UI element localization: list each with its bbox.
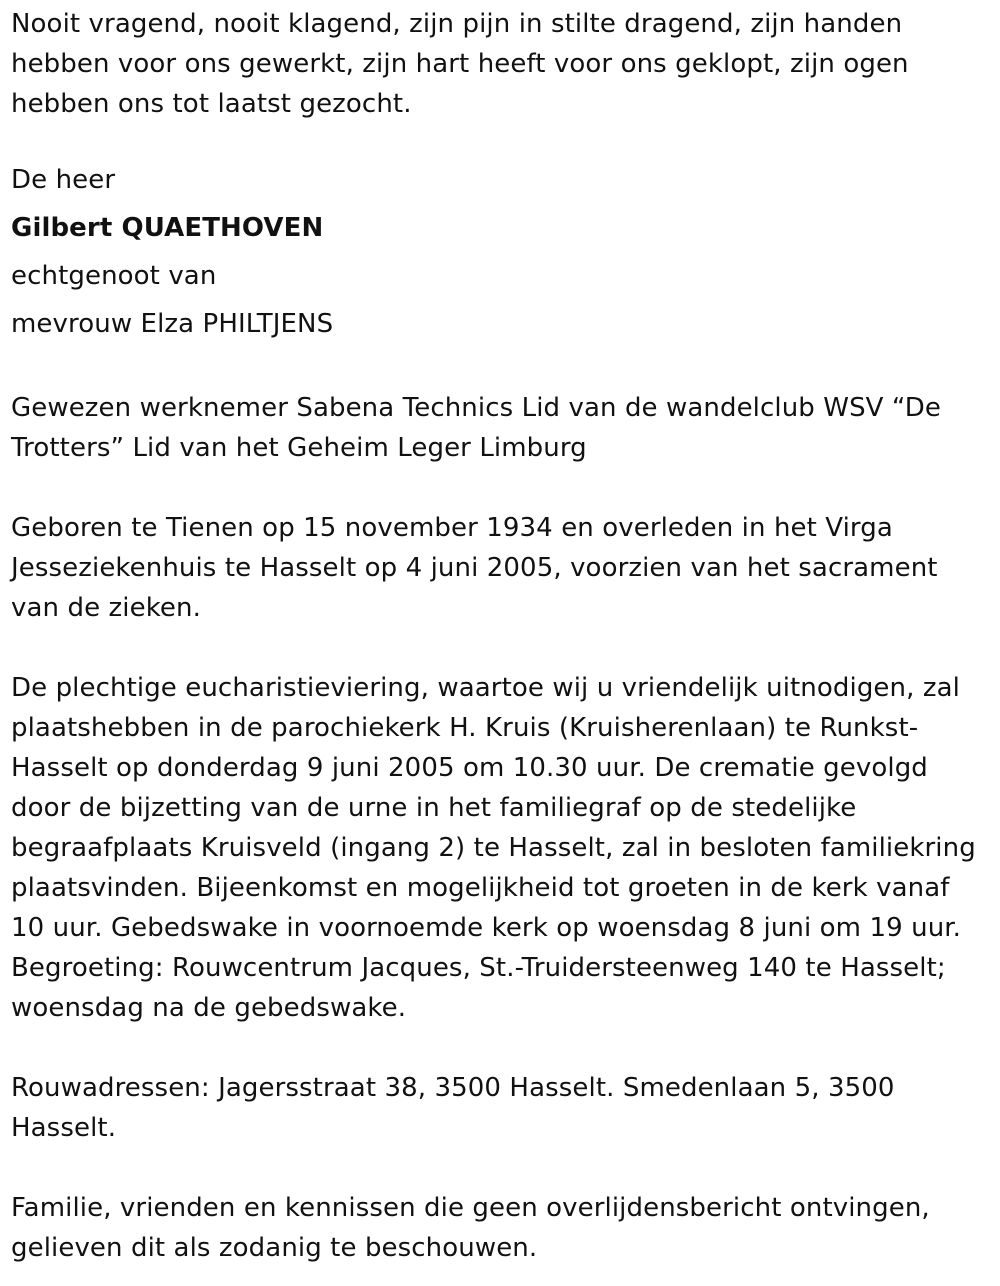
memberships-paragraph: Gewezen werknemer Sabena Technics Lid van de wandelclub WSV “De Trotters” Lid van het Geheim Leger Limburg	[11, 393, 941, 463]
ceremony-paragraph: De plechtige eucharistieviering, waartoe wij u vriendelijk uitnodigen, zal plaatshebben in de parochiekerk H. Kruis (Kruisherenlaan) te Runkst-Hasselt op donderdag 9 juni 2005 om 10.30 uur. De crematie gevolgd door de bijzetting van de urne in het familiegraf op de stedelijke begraafplaats Kruisveld (ingang 2) te Hasselt, zal in besloten familiekring plaatsvinden. Bijeenkomst en mogelijkheid tot groeten in de kerk vanaf 10 uur. Gebedswake in voornoemde kerk op woensdag 8 juni om 19 uur. Begroeting: Rouwcentrum Jacques, St.-Truidersteenweg 140 te Hasselt; woensdag na de gebedswake.	[11, 673, 976, 1023]
addresses-paragraph: Rouwadressen: Jagersstraat 38, 3500 Hasselt. Smedenlaan 5, 3500 Hasselt.	[11, 1073, 895, 1143]
opening-verse: Nooit vragend, nooit klagend, zijn pijn in stilte dragend, zijn handen hebben voor ons gewerkt, zijn hart heeft voor ons geklopt, zijn ogen hebben ons tot laatst gezocht.	[11, 9, 909, 119]
closing-paragraph: Familie, vrienden en kennissen die geen overlijdensbericht ontvingen, gelieven dit als zodanig te beschouwen.	[11, 1193, 930, 1263]
deceased-name: Gilbert QUAETHOVEN	[11, 213, 324, 243]
relation-label: echtgenoot van	[11, 261, 217, 291]
deceased-block	[11, 156, 990, 348]
birth-death-paragraph: Geboren te Tienen op 15 november 1934 en overleden in het Virga Jesseziekenhuis te Hasselt op 4 juni 2005, voorzien van het sacrament van de zieken.	[11, 513, 938, 623]
salutation: De heer	[11, 165, 116, 195]
spouse-name: mevrouw Elza PHILTJENS	[11, 309, 334, 339]
